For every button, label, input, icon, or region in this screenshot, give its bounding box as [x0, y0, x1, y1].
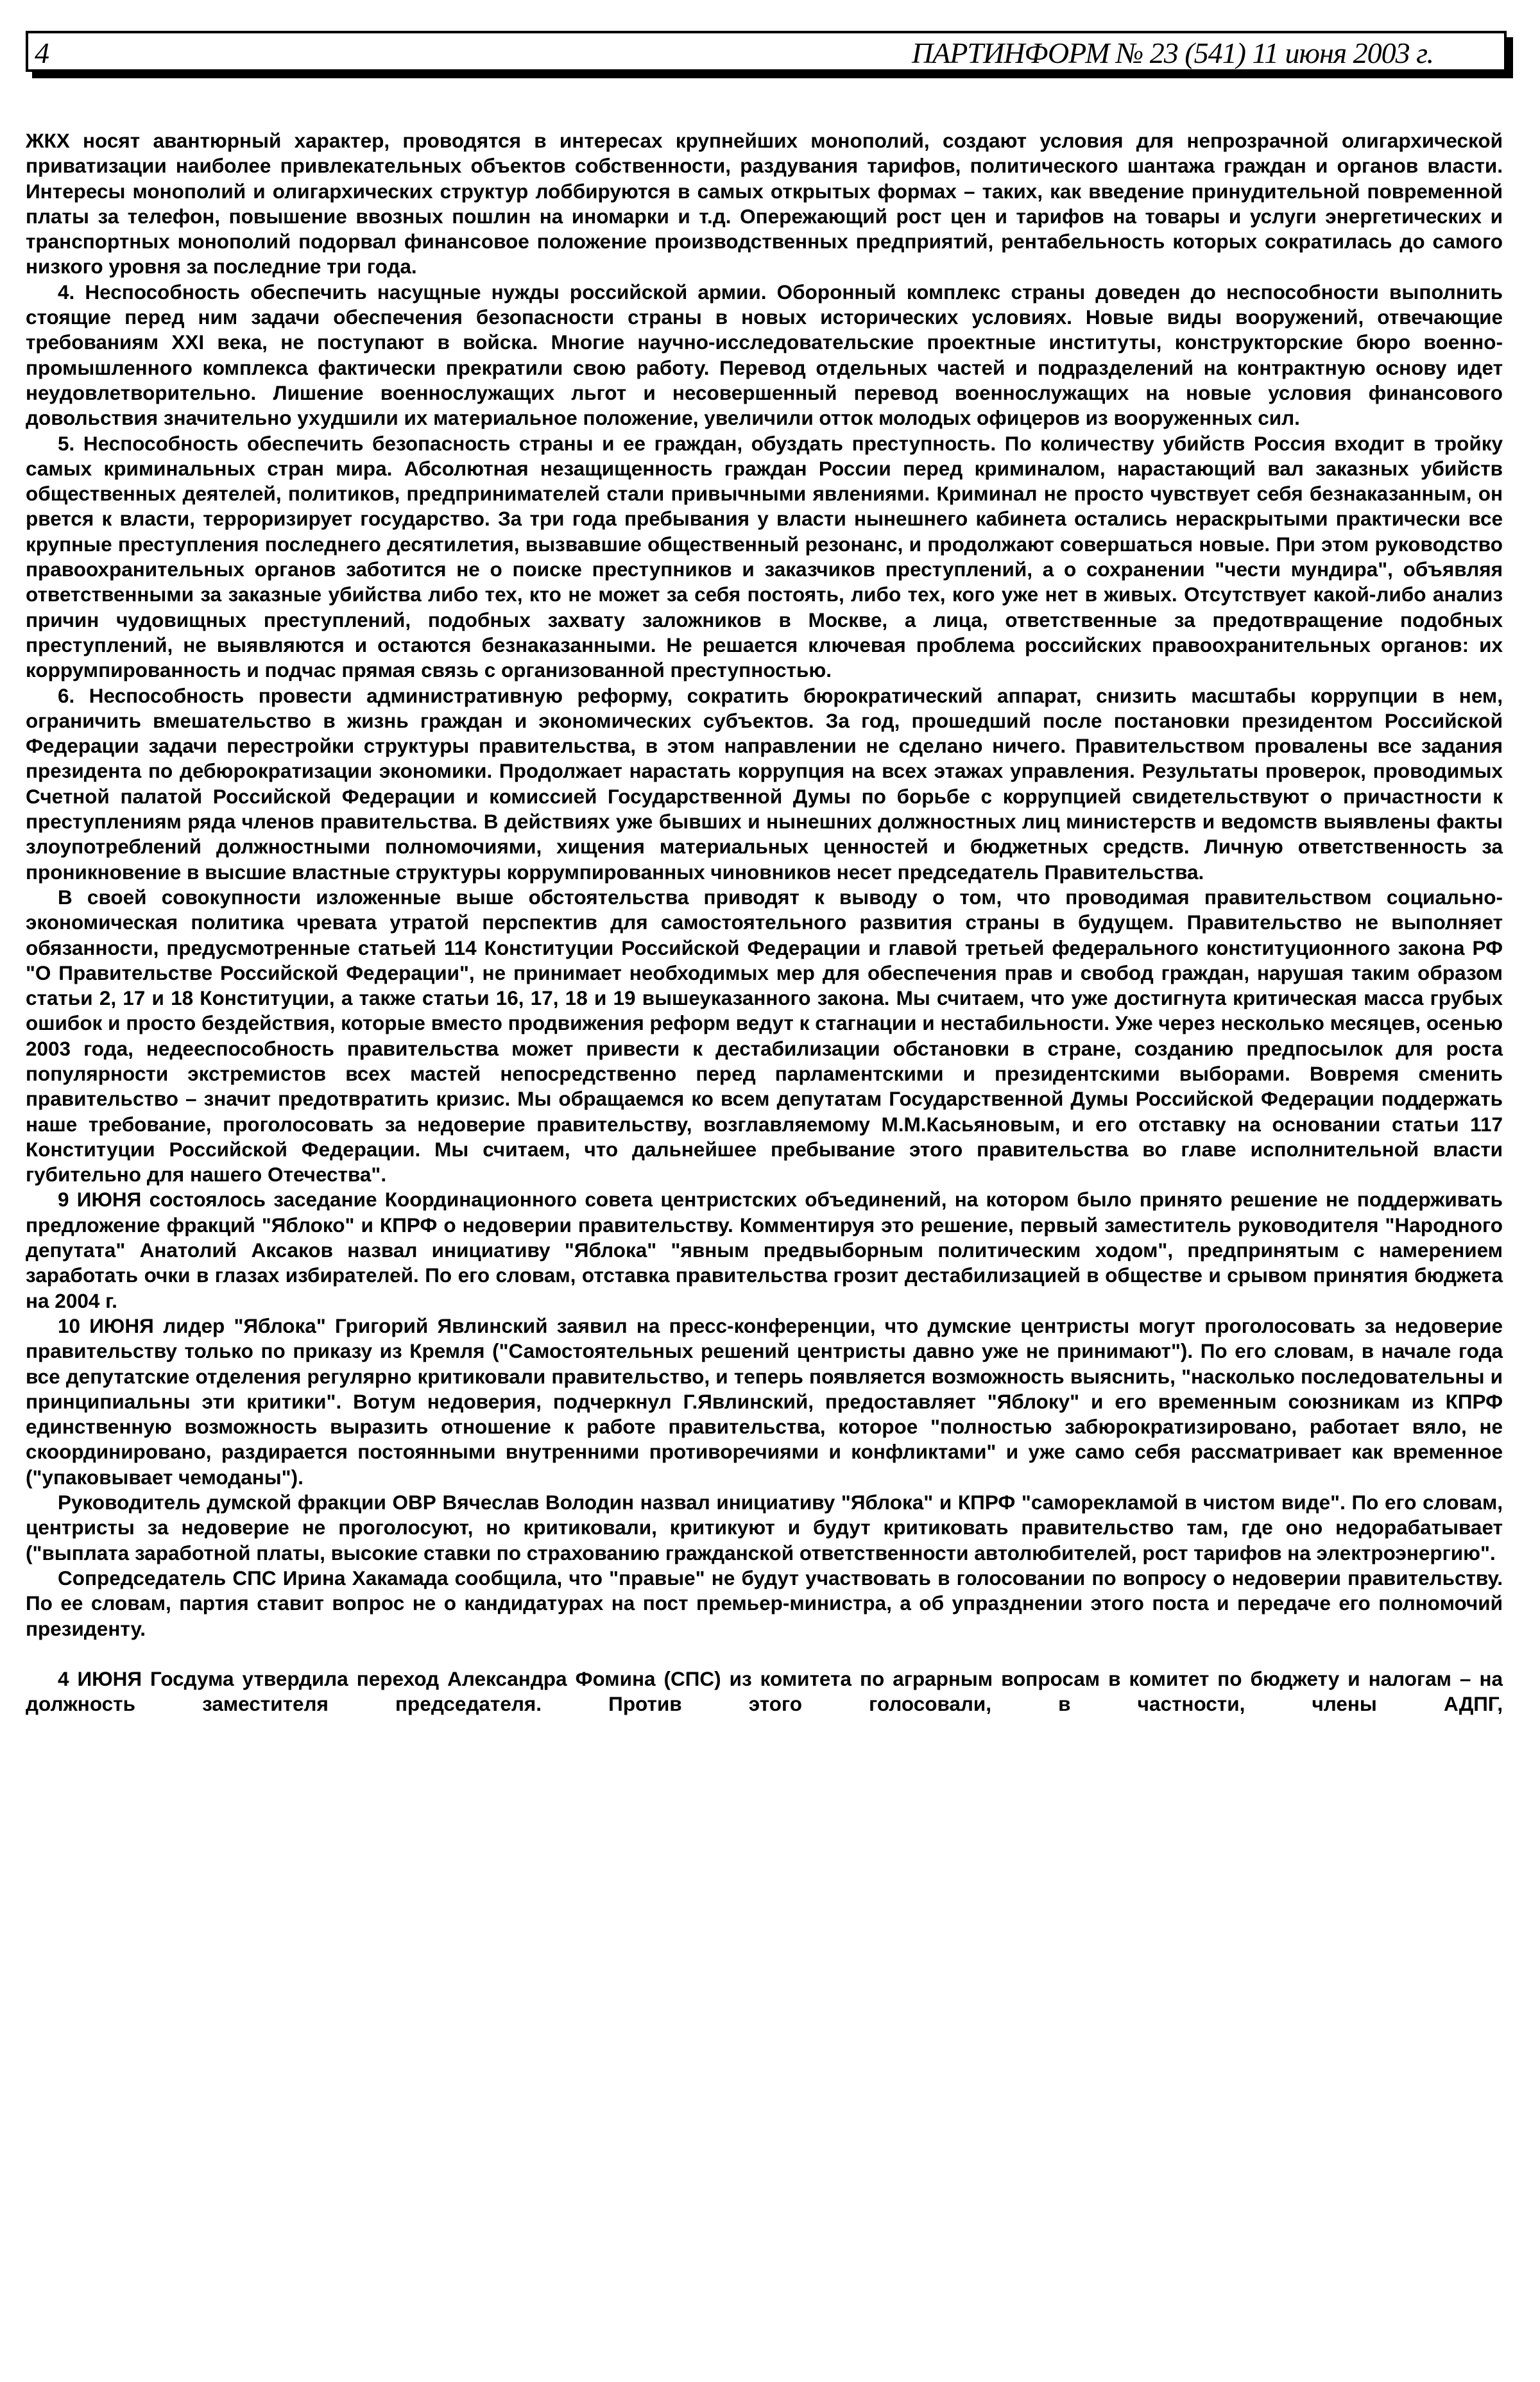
- paragraph: 10 ИЮНЯ лидер "Яблока" Григорий Явлинский заявил на пресс-конференции, что думские центристы могут проголосовать за недоверие правительству только по приказу из Кремля ("Самостоятельных решений центристы давно уже не принимают"). По его словам, в начале года все депутатские отделения регулярно критиковали правительство, и теперь появляется возможность выяснить, "насколько последовательны и принципиальны эти критики". Вотум недоверия, подчеркнул Г.Явлинский, предоставляет "Яблоку" и его временным союзникам из КПРФ единственную возможность выразить отношение к работе правительства, которое "полностью забюрократизировано, работает вяло, не скоординировано, раздирается постоянными внутренними противоречиями и конфликтами" и уже само себя рассматривает как временное ("упаковывает чемоданы").: [26, 1314, 1503, 1489]
- publication-title: ПАРТИНФОРМ № 23 (541) 11 июня 2003 г.: [911, 37, 1433, 69]
- paragraph: 9 ИЮНЯ состоялось заседание Координационного совета центристских объединений, на котором было принято решение не поддерживать предложение фракций "Яблоко" и КПРФ о недоверии правительству. Комментируя это решение, первый заместитель руководителя "Народного депутата" Анатолий Аксаков назвал инициативу "Яблока" "явным предвыборным политическим ходом", предпринятым с намерением заработать очки в глазах избирателей. По его словам, отставка правительства грозит дестабилизацией в обществе и срывом принятия бюджета на 2004 г.: [26, 1188, 1503, 1312]
- paragraph: 4. Неспособность обеспечить насущные нужды российской армии. Оборонный комплекс страны доведен до неспособности выполнить стоящие перед ним задачи обеспечения безопасности страны в новых исторических условиях. Новые виды вооружений, отвечающие требованиям XXI века, не поступают в войска. Многие научно-исследовательские проектные институты, конструкторские бюро военно-промышленного комплекса фактически прекратили свою работу. Перевод отдельных частей и подразделений на контрактную основу идет неудовлетворительно. Лишение военнослужащих льгот и несовершенный перевод военнослужащих на новые условия финансового довольствия значительно ухудшили их материальное положение, увеличили отток молодых офицеров из вооруженных сил.: [26, 280, 1503, 430]
- paragraph: 6. Неспособность провести административную реформу, сократить бюрократический аппарат, снизить масштабы коррупции в нем, ограничить вмешательство в жизнь граждан и экономических субъектов. За год, прошедший после постановки президентом Российской Федерации задачи перестройки структуры правительства, в этом направлении не сделано ничего. Правительством провалены все задания президента по дебюрократизации экономики. Продолжает нарастать коррупция на всех этажах управления. Результаты проверок, проводимых Счетной палатой Российской Федерации и комиссией Государственной Думы по борьбе с коррупцией свидетельствуют о причастности к преступлениям ряда членов правительства. В действиях уже бывших и нынешних должностных лиц министерств и ведомств выявлены факты злоупотреблений должностными полномочиями, хищения материальных ценностей и бюджетных средств. Личную ответственность за проникновение в высшие властные структуры коррумпированных чиновников несет председатель Правительства.: [26, 683, 1503, 884]
- paragraph: Сопредседатель СПС Ирина Хакамада сообщила, что "правые" не будут участвовать в голосовании по вопросу о недоверии правительству. По ее словам, партия ставит вопрос не о кандидатурах на пост премьер-министра, а об упразднении этого поста и передаче его полномочий президенту.: [26, 1566, 1503, 1640]
- paragraph: ЖКХ носят авантюрный характер, проводятся в интересах крупнейших монополий, создают условия для непрозрачной олигархической приватизации наиболее привлекательных объектов собственности, раздувания тарифов, политического шантажа граждан и органов власти. Интересы монополий и олигархических структур лоббируются в самых открытых формах – таких, как введение принудительной повременной платы за телефон, повышение ввозных пошлин на иномарки и т.д. Опережающий рост цен и тарифов на товары и услуги энергетических и транспортных монополий подорвал финансовое положение производственных предприятий, рентабельность которых сократилась до самого низкого уровня за последние три года.: [26, 129, 1503, 278]
- article-body: [26, 128, 1503, 1717]
- page-header: [26, 31, 1507, 72]
- paragraph: Руководитель думской фракции ОВР Вячеслав Володин назвал инициативу "Яблока" и КПРФ "саморекламой в чистом виде". По его словам, центристы за недоверие не проголосуют, но критиковали, критикуют и будут критиковать правительство там, где оно недорабатывает ("выплата заработной платы, высокие ставки по страхованию гражданской ответственности автолюбителей, рост тарифов на электроэнергию".: [26, 1491, 1503, 1564]
- page-number: 4: [35, 37, 49, 69]
- paragraph: 5. Неспособность обеспечить безопасность страны и ее граждан, обуздать преступность. По количеству убийств Россия входит в тройку самых криминальных стран мира. Абсолютная незащищенность граждан России перед криминалом, нарастающий вал заказных убийств общественных деятелей, политиков, предпринимателей стали привычными явлениями. Криминал не просто чувствует себя безнаказанным, он рвется к власти, терроризирует государство. За три года пребывания у власти нынешнего кабинета остались нераскрытыми практически все крупные преступления последнего десятилетия, вызвавшие общественный резонанс, и продолжают совершаться новые. При этом руководство правоохранительных органов заботится не о поиске преступников и заказчиков преступлений, а о сохранении "чести мундира", объявляя ответственными за заказные убийства либо тех, кто не может за себя постоять, либо тех, кого уже нет в живых. Отсутствует какой-либо анализ причин чудовищных преступлений, подобных захвату заложников в Москве, а лица, ответственные за предотвращение подобных преступлений, не выявляются и остаются безнаказанными. Не решается ключевая проблема российских правоохранительных органов: их коррумпированность и подчас прямая связь с организованной преступностью.: [26, 431, 1503, 682]
- paragraph: В своей совокупности изложенные выше обстоятельства приводят к выводу о том, что проводимая правительством социально-экономическая политика чревата утратой перспектив для самостоятельного развития страны в будущем. Правительство не выполняет обязанности, предусмотренные статьей 114 Конституции Российской Федерации и главой третьей федерального конституционного закона РФ "О Правительстве Российской Федерации", не принимает необходимых мер для обеспечения прав и свобод граждан, нарушая таким образом статьи 2, 17 и 18 Конституции, а также статьи 16, 17, 18 и 19 вышеуказанного закона. Мы считаем, что уже достигнута критическая масса грубых ошибок и просто бездействия, которые вместо продвижения реформ ведут к стагнации и нестабильности. Уже через несколько месяцев, осенью 2003 года, недееспособность правительства может привести к дестабилизации обстановки в стране, созданию предпосылок для роста популярности экстремистов всех мастей непосредственно перед парламентскими и президентскими выборами. Вовремя сменить правительство – значит предотвратить кризис. Мы обращаемся ко всем депутатам Государственной Думы Российской Федерации поддержать наше требование, проголосовать за недоверие правительству, возглавляемому М.М.Касьяновым, и его отставку на основании статьи 117 Конституции Российской Федерации. Мы считаем, что дальнейшее пребывание этого правительства во главе исполнительной власти губительно для нашего Отечества".: [26, 885, 1503, 1187]
- paragraph: 4 ИЮНЯ Госдума утвердила переход Александра Фомина (СПС) из комитета по аграрным вопросам в комитет по бюджету и налогам – на должность заместителя председателя. Против этого голосовали, в частности, члены АДПГ,: [26, 1667, 1503, 1716]
